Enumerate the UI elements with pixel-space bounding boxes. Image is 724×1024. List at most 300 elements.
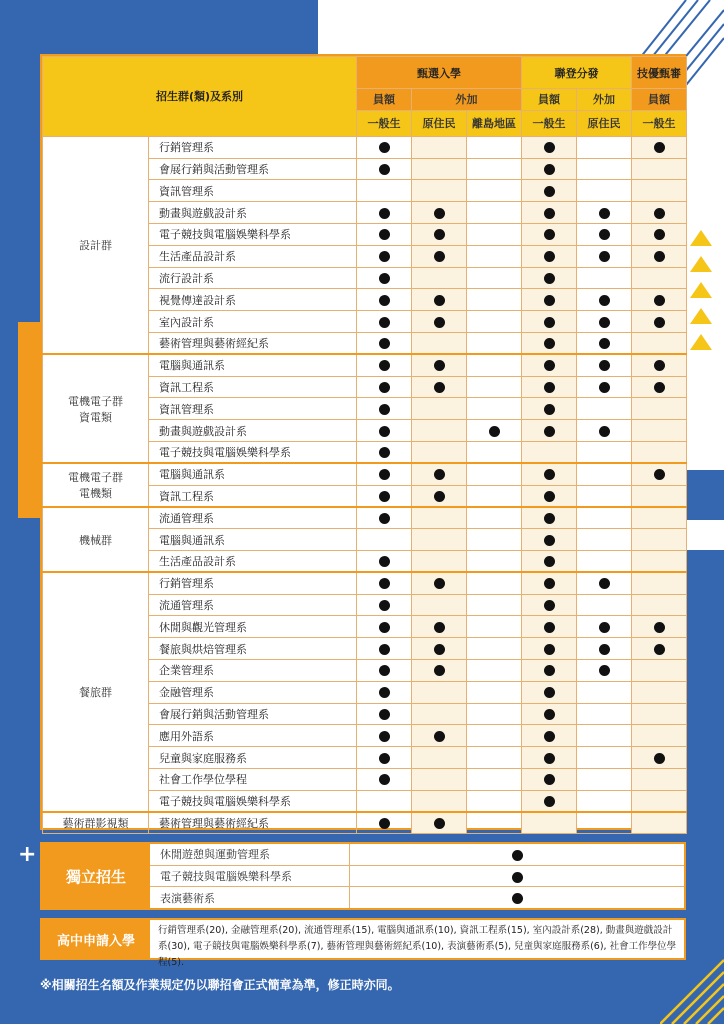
table-row — [43, 136, 687, 158]
dot-mark — [544, 491, 555, 502]
dept-name: 電子競技與電腦娛樂科學系 — [150, 866, 350, 887]
mark-cell — [577, 202, 632, 224]
dept-name: 資訊工程系 — [149, 485, 357, 507]
mark-cell — [412, 267, 467, 289]
mark-cell — [577, 747, 632, 769]
mark-cell — [632, 376, 687, 398]
dot-mark — [434, 295, 445, 306]
dot-mark — [599, 251, 610, 262]
extra-label: 外加 — [412, 89, 522, 111]
mark-cell — [522, 747, 577, 769]
mark-cell — [522, 572, 577, 594]
dept-name: 電腦與通訊系 — [149, 354, 357, 376]
quota-label: 員額 — [522, 89, 577, 111]
group-name: 電機電子群 電機類 — [43, 463, 149, 507]
dot-mark — [379, 338, 390, 349]
mark-cell — [522, 681, 577, 703]
mark-cell — [357, 289, 412, 311]
mark-cell — [357, 529, 412, 551]
mark-cell — [632, 659, 687, 681]
dept-name: 休閒與觀光管理系 — [149, 616, 357, 638]
table-row — [43, 354, 687, 376]
mark-cell — [412, 550, 467, 572]
mark-cell — [522, 463, 577, 485]
mark-cell — [522, 180, 577, 202]
dot-mark — [512, 850, 523, 861]
dot-mark — [654, 753, 665, 764]
mark-cell — [632, 594, 687, 616]
mark-cell — [357, 376, 412, 398]
mark-cell — [632, 790, 687, 812]
dot-mark — [544, 513, 555, 524]
col-general: 一般生 — [357, 110, 412, 136]
col-offshore: 離島地區 — [467, 110, 522, 136]
mark-cell — [467, 441, 522, 463]
dot-mark — [434, 469, 445, 480]
dot-mark — [379, 273, 390, 284]
mark-cell — [522, 616, 577, 638]
mark-cell — [522, 659, 577, 681]
mark-cell — [632, 703, 687, 725]
dept-name: 資訊工程系 — [149, 376, 357, 398]
dot-mark — [544, 208, 555, 219]
dot-mark — [654, 295, 665, 306]
mark-cell — [632, 136, 687, 158]
dept-name: 行銷管理系 — [149, 572, 357, 594]
dot-mark — [544, 578, 555, 589]
dot-mark — [654, 317, 665, 328]
mark-cell — [632, 638, 687, 660]
dept-name: 資訊管理系 — [149, 180, 357, 202]
mark-cell — [522, 550, 577, 572]
dot-mark — [544, 251, 555, 262]
dot-mark — [434, 360, 445, 371]
dot-mark — [379, 360, 390, 371]
mark-cell — [467, 725, 522, 747]
mark-cell — [357, 398, 412, 420]
mark-cell — [357, 725, 412, 747]
mark-cell — [412, 463, 467, 485]
dot-mark — [544, 644, 555, 655]
dot-mark — [599, 426, 610, 437]
mark-cell — [357, 202, 412, 224]
dot-mark — [599, 229, 610, 240]
mark-cell — [577, 245, 632, 267]
mark-cell — [522, 289, 577, 311]
dot-mark — [379, 556, 390, 567]
mark-cell — [522, 376, 577, 398]
mark-cell — [522, 638, 577, 660]
mark-cell — [412, 747, 467, 769]
mark-cell — [577, 703, 632, 725]
mark-cell — [632, 311, 687, 333]
mark-cell — [357, 332, 412, 354]
mark-cell — [632, 202, 687, 224]
mark-cell — [357, 136, 412, 158]
mark-cell — [357, 812, 412, 834]
dept-name: 社會工作學位學程 — [149, 768, 357, 790]
mark-cell — [632, 725, 687, 747]
mark-cell — [357, 485, 412, 507]
mark-cell — [357, 441, 412, 463]
mark-cell — [467, 311, 522, 333]
mark-cell — [577, 638, 632, 660]
dot-mark — [544, 469, 555, 480]
mark-cell — [577, 812, 632, 834]
mark-cell — [522, 311, 577, 333]
mark-cell — [412, 398, 467, 420]
col-indigenous: 原住民 — [412, 110, 467, 136]
group-name: 機械群 — [43, 507, 149, 572]
dot-mark — [379, 208, 390, 219]
admission-table-panel — [40, 54, 686, 830]
dot-mark — [599, 338, 610, 349]
mark-cell — [412, 812, 467, 834]
dot-mark — [654, 382, 665, 393]
mark-cell — [412, 376, 467, 398]
mark-cell — [357, 267, 412, 289]
mark-cell — [577, 463, 632, 485]
dot-mark — [379, 251, 390, 262]
mark-cell — [467, 550, 522, 572]
mark-cell — [357, 311, 412, 333]
dept-name: 電子競技與電腦娛樂科學系 — [149, 441, 357, 463]
high-school-application-box — [40, 918, 686, 968]
high-school-application-text: 行銷管理系(20), 金融管理系(20), 流通管理系(15), 電腦與通訊系(10), 資訊工程系(15), 室內設計系(28), 動畫與遊戲設計系(30), 電子競技與電腦娛樂科學系(7), 藝術管理與藝術經紀系(10), 表演藝術系(5), 兒童與家庭服務系(6), 社會工作學位學程(5). — [158, 925, 677, 968]
mark-cell — [522, 507, 577, 529]
dot-mark — [544, 556, 555, 567]
quota-label: 員額 — [357, 89, 412, 111]
table-row — [43, 812, 687, 834]
table-title: 招生群(類)及系別 — [43, 57, 357, 137]
dept-name: 休閒遊憩與運動管理系 — [150, 844, 350, 865]
mark-cell — [412, 594, 467, 616]
mark-cell — [467, 420, 522, 442]
mark-cell — [522, 245, 577, 267]
dot-mark — [544, 687, 555, 698]
mark-cell — [522, 332, 577, 354]
mark-cell — [412, 638, 467, 660]
mark-cell — [577, 485, 632, 507]
dept-name: 行銷管理系 — [149, 136, 357, 158]
dot-mark — [544, 360, 555, 371]
mark-cell — [357, 659, 412, 681]
mark-cell — [357, 158, 412, 180]
dept-name: 電子競技與電腦娛樂科學系 — [149, 223, 357, 245]
mark-cell — [577, 529, 632, 551]
mark-cell — [522, 202, 577, 224]
mark-cell — [577, 180, 632, 202]
mark-cell — [467, 812, 522, 834]
mark-cell — [577, 311, 632, 333]
dept-name: 流通管理系 — [149, 507, 357, 529]
mark-cell — [357, 507, 412, 529]
mark-cell — [522, 136, 577, 158]
diagonal-stripes-decoration — [660, 958, 724, 1024]
dot-mark — [544, 295, 555, 306]
mark-cell — [522, 725, 577, 747]
mark-cell — [522, 594, 577, 616]
mark-cell — [467, 790, 522, 812]
mark-cell — [412, 136, 467, 158]
dot-mark — [434, 317, 445, 328]
mark-cell — [632, 507, 687, 529]
dot-mark — [544, 774, 555, 785]
dot-mark — [654, 208, 665, 219]
mark-cell — [522, 529, 577, 551]
dot-mark — [544, 600, 555, 611]
dept-name: 資訊管理系 — [149, 398, 357, 420]
mark-cell — [467, 376, 522, 398]
dept-name: 電腦與通訊系 — [149, 463, 357, 485]
mark-cell — [522, 812, 577, 834]
mark-cell — [632, 223, 687, 245]
dot-mark — [379, 404, 390, 415]
dot-mark — [654, 229, 665, 240]
mark-cell — [577, 223, 632, 245]
mark-cell — [467, 289, 522, 311]
mark-cell — [577, 768, 632, 790]
dept-name: 藝術管理與藝術經紀系 — [149, 812, 357, 834]
mark-cell — [412, 180, 467, 202]
dept-name: 企業管理系 — [149, 659, 357, 681]
mark-cell — [357, 747, 412, 769]
mark-cell — [357, 180, 412, 202]
mark-cell — [522, 420, 577, 442]
mark-cell — [632, 420, 687, 442]
mark-cell — [632, 616, 687, 638]
mark-cell — [632, 812, 687, 834]
independent-admission-box — [40, 842, 686, 910]
dot-mark — [434, 229, 445, 240]
dot-mark — [599, 644, 610, 655]
mark-cell — [412, 485, 467, 507]
quota-label: 員額 — [632, 89, 687, 111]
dot-mark — [544, 382, 555, 393]
dot-mark — [434, 578, 445, 589]
dot-mark — [654, 360, 665, 371]
mark-cell — [632, 158, 687, 180]
mark-cell — [357, 638, 412, 660]
dot-mark — [379, 491, 390, 502]
mark-cell — [467, 398, 522, 420]
dot-mark — [599, 208, 610, 219]
dot-mark — [434, 251, 445, 262]
mark-cell — [412, 616, 467, 638]
dot-mark — [434, 622, 445, 633]
dot-mark — [434, 818, 445, 829]
dot-mark — [379, 426, 390, 437]
mark-cell — [522, 158, 577, 180]
mark-cell — [632, 529, 687, 551]
mark-cell — [357, 550, 412, 572]
dot-mark — [599, 665, 610, 676]
mark-cell — [357, 354, 412, 376]
dot-mark — [379, 469, 390, 480]
mark-cell — [467, 332, 522, 354]
extra-label: 外加 — [577, 89, 632, 111]
dot-mark — [544, 142, 555, 153]
mark-cell — [467, 616, 522, 638]
dept-name: 流行設計系 — [149, 267, 357, 289]
mark-cell — [522, 790, 577, 812]
dot-mark — [434, 644, 445, 655]
mark-cell — [522, 267, 577, 289]
dept-name: 藝術管理與藝術經紀系 — [149, 332, 357, 354]
mark-cell — [577, 420, 632, 442]
mark-cell — [467, 703, 522, 725]
mark-cell — [632, 747, 687, 769]
mark-cell — [632, 550, 687, 572]
dot-mark — [599, 295, 610, 306]
dept-name: 電子競技與電腦娛樂科學系 — [149, 790, 357, 812]
mark-cell — [577, 398, 632, 420]
dept-name: 餐旅與烘焙管理系 — [149, 638, 357, 660]
dot-mark — [544, 404, 555, 415]
mark-cell — [632, 768, 687, 790]
mark-cell — [467, 681, 522, 703]
dot-mark — [379, 753, 390, 764]
dot-mark — [434, 491, 445, 502]
mark-cell — [522, 441, 577, 463]
mark-cell — [412, 790, 467, 812]
independent-admission-label: 獨立招生 — [42, 844, 150, 908]
dot-mark — [379, 317, 390, 328]
col-general: 一般生 — [632, 110, 687, 136]
dot-mark — [434, 208, 445, 219]
col-indigenous: 原住民 — [577, 110, 632, 136]
dept-name: 會展行銷與活動管理系 — [149, 703, 357, 725]
mark-cell — [467, 158, 522, 180]
group-name: 餐旅群 — [43, 572, 149, 812]
mark-cell — [632, 245, 687, 267]
group-name: 藝術群影視類 — [43, 812, 149, 834]
mark-cell — [577, 332, 632, 354]
independent-row — [150, 844, 684, 866]
mark-cell — [632, 485, 687, 507]
mark-cell — [632, 681, 687, 703]
mark-cell — [412, 202, 467, 224]
dot-mark — [379, 687, 390, 698]
dot-mark — [379, 731, 390, 742]
mark-cell — [632, 463, 687, 485]
mark-cell — [412, 703, 467, 725]
mark-cell — [467, 638, 522, 660]
dot-mark — [379, 229, 390, 240]
dot-mark — [379, 164, 390, 175]
dot-mark — [654, 644, 665, 655]
mark-cell — [412, 223, 467, 245]
mark-cell — [467, 485, 522, 507]
dot-mark — [544, 164, 555, 175]
mark-cell — [522, 768, 577, 790]
admission-table — [42, 56, 687, 834]
dot-mark — [379, 644, 390, 655]
section-skill-excellence: 技優甄審 — [632, 57, 687, 89]
mark-cell — [467, 507, 522, 529]
mark-cell — [577, 659, 632, 681]
dot-mark — [544, 186, 555, 197]
dot-mark — [489, 426, 500, 437]
mark-cell — [632, 332, 687, 354]
mark-cell — [357, 790, 412, 812]
mark-cell — [467, 659, 522, 681]
dot-mark — [379, 818, 390, 829]
mark-cell — [412, 311, 467, 333]
mark-cell — [412, 158, 467, 180]
mark-cell — [412, 420, 467, 442]
dot-mark — [599, 622, 610, 633]
mark-cell — [632, 354, 687, 376]
dot-mark — [599, 317, 610, 328]
dept-name: 視覺傳達設計系 — [149, 289, 357, 311]
dot-mark — [544, 731, 555, 742]
dot-mark — [379, 513, 390, 524]
mark-cell — [467, 180, 522, 202]
dot-mark — [544, 622, 555, 633]
mark-cell — [467, 245, 522, 267]
mark-cell — [467, 747, 522, 769]
mark-cell — [632, 267, 687, 289]
dot-mark — [599, 382, 610, 393]
mark-cell — [412, 354, 467, 376]
dept-name: 電腦與通訊系 — [149, 529, 357, 551]
mark-cell — [467, 136, 522, 158]
dot-mark — [544, 229, 555, 240]
dot-mark — [379, 600, 390, 611]
mark-cell — [577, 136, 632, 158]
mark-cell — [577, 681, 632, 703]
mark-cell — [412, 529, 467, 551]
dot-mark — [599, 578, 610, 589]
dot-mark — [434, 731, 445, 742]
dept-name: 金融管理系 — [149, 681, 357, 703]
dept-name: 生活產品設計系 — [149, 550, 357, 572]
dot-mark — [544, 665, 555, 676]
mark-cell — [412, 659, 467, 681]
mark-cell — [522, 398, 577, 420]
mark-cell — [412, 289, 467, 311]
dot-mark — [512, 893, 523, 904]
mark-cell — [577, 441, 632, 463]
mark-cell — [357, 245, 412, 267]
mark-cell — [577, 594, 632, 616]
mark-cell — [412, 768, 467, 790]
mark-cell — [357, 420, 412, 442]
dot-mark — [544, 273, 555, 284]
table-row — [43, 463, 687, 485]
group-name: 電機電子群 資電類 — [43, 354, 149, 463]
mark-cell — [467, 267, 522, 289]
dot-mark — [654, 622, 665, 633]
mark-cell — [577, 354, 632, 376]
table-row — [43, 572, 687, 594]
mark-cell — [467, 463, 522, 485]
mark-cell — [412, 725, 467, 747]
mark-cell — [357, 681, 412, 703]
dot-mark — [379, 295, 390, 306]
col-general: 一般生 — [522, 110, 577, 136]
mark-cell — [467, 572, 522, 594]
dot-mark — [544, 796, 555, 807]
high-school-application-label: 高中申請入學 — [42, 920, 150, 958]
dot-mark — [544, 426, 555, 437]
dot-mark — [379, 578, 390, 589]
mark-cell — [632, 572, 687, 594]
dot-mark — [599, 360, 610, 371]
mark-cell — [412, 507, 467, 529]
dept-name: 會展行銷與活動管理系 — [149, 158, 357, 180]
